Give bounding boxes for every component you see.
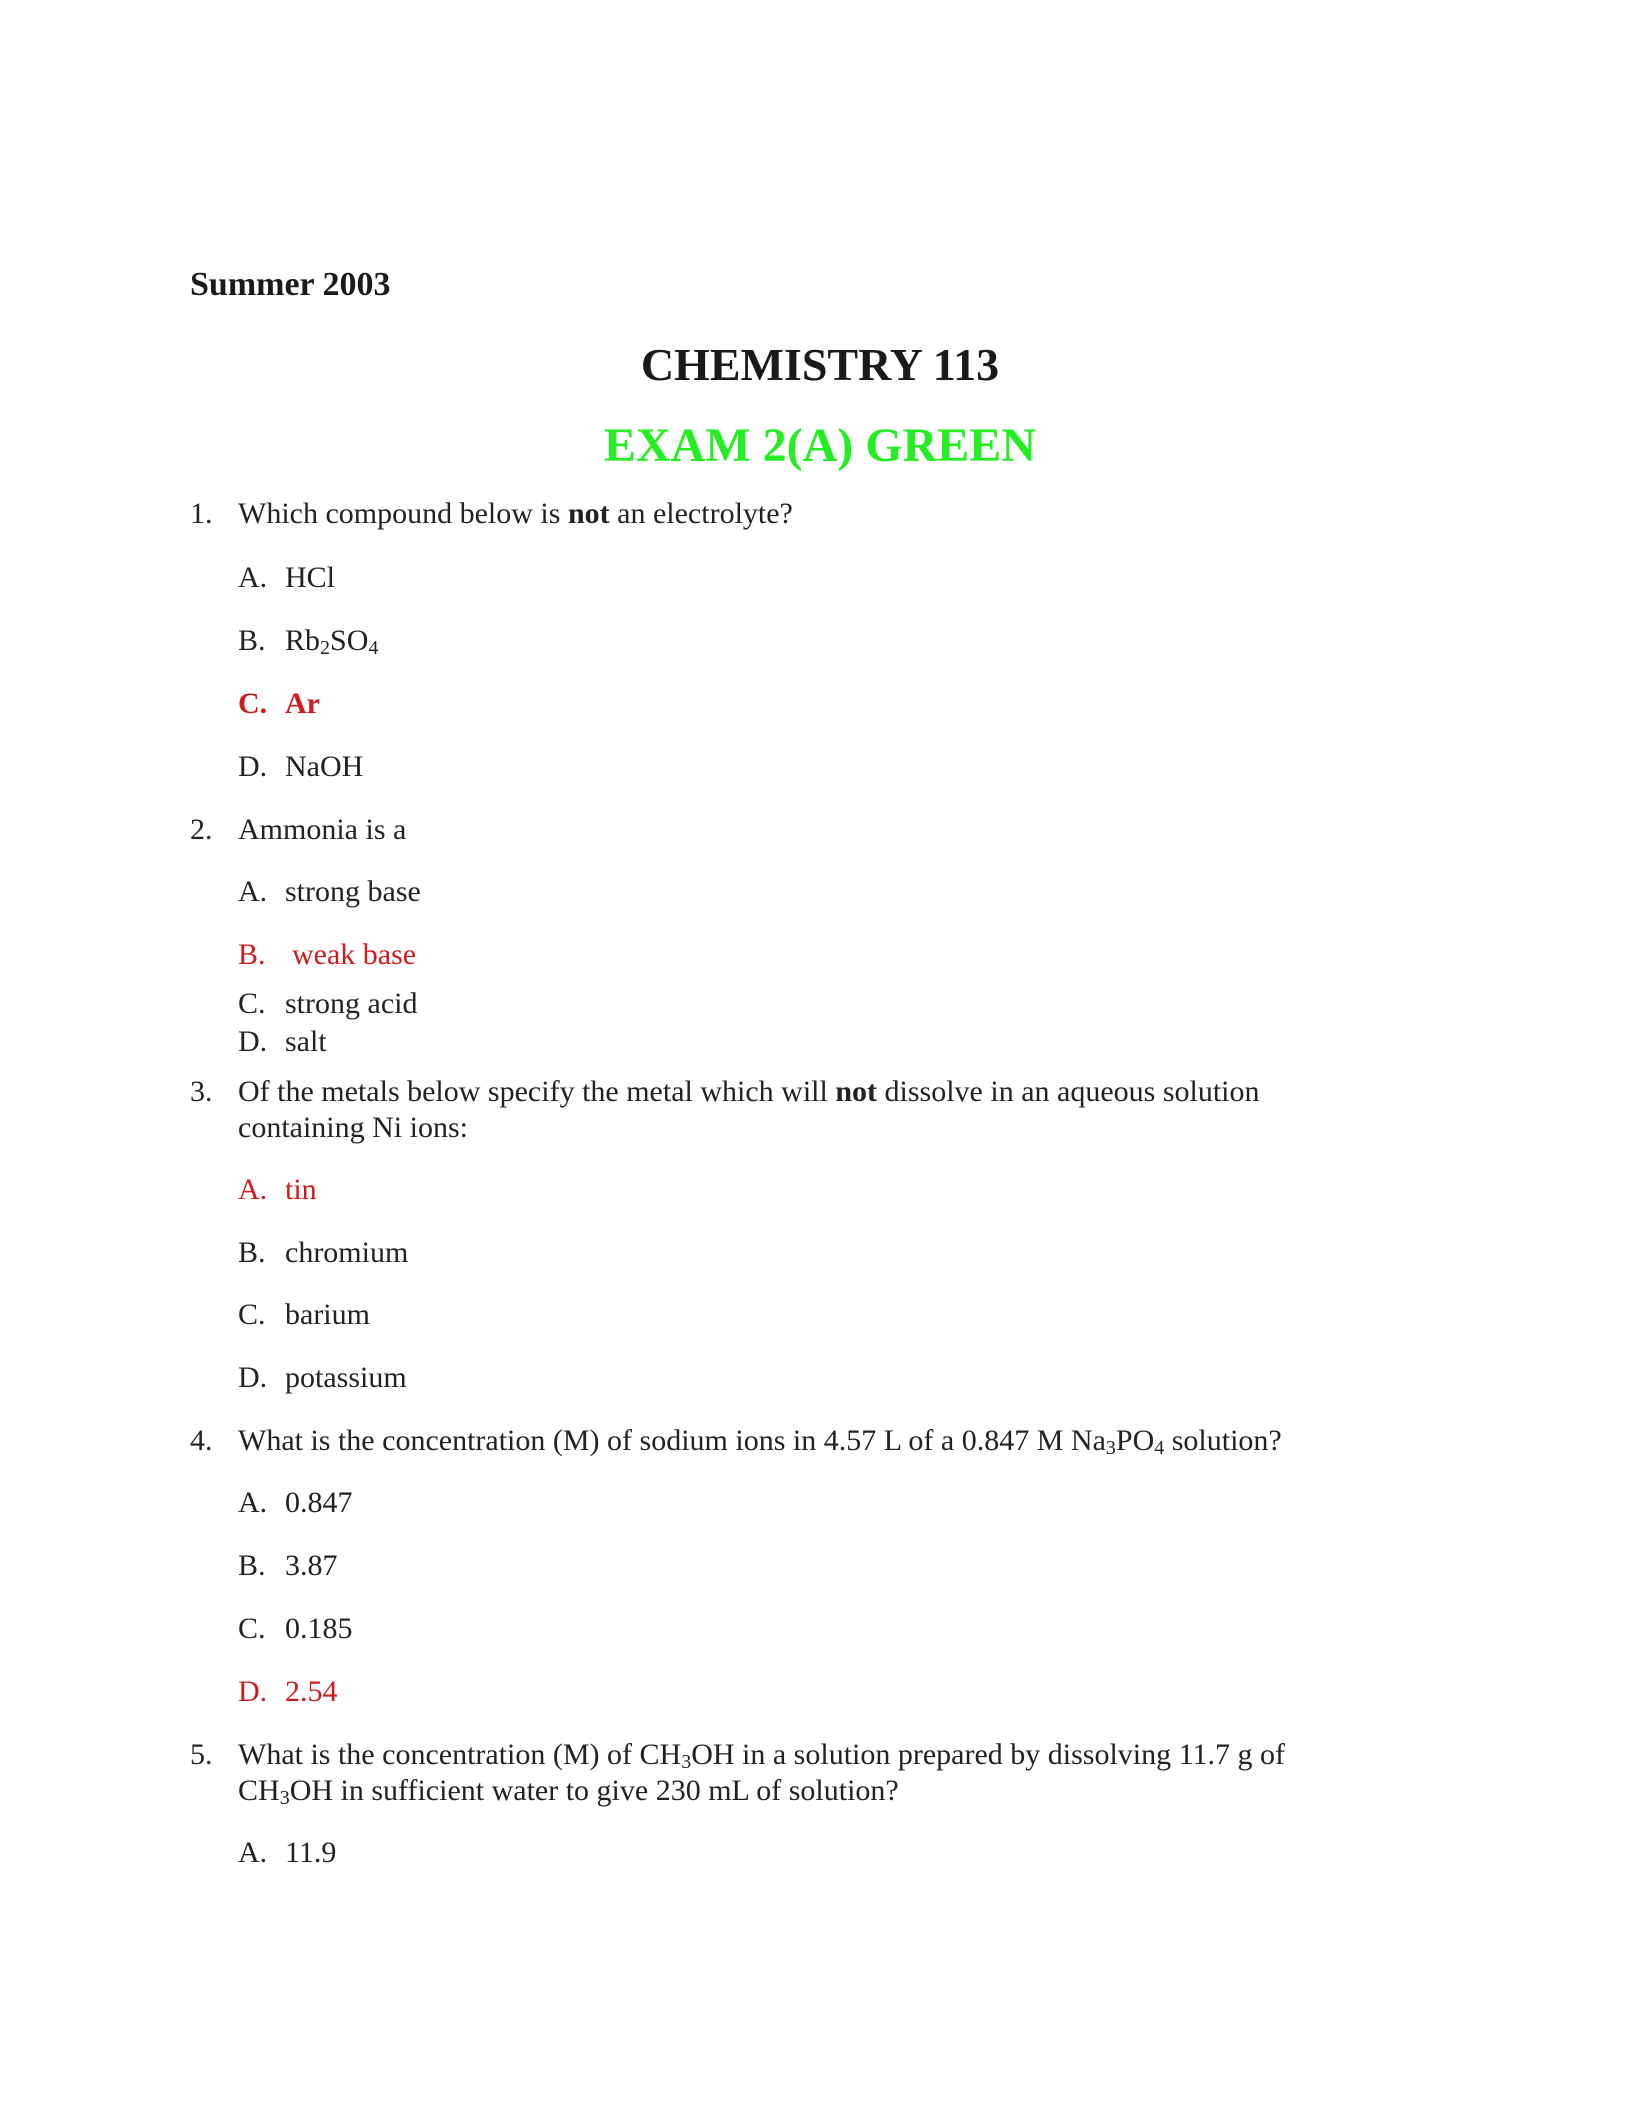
q1-option-b-text bbox=[285, 623, 378, 659]
q1-option-d-letter: D. bbox=[238, 750, 268, 783]
q5-option-a-letter: A. bbox=[238, 1836, 268, 1869]
formula-subscript: 3 bbox=[681, 1751, 692, 1773]
q1-option-a-text: HCl bbox=[285, 561, 336, 594]
course-title-text: CHEMISTRY 113 bbox=[640, 339, 1000, 390]
question-5-text-a: What is the concentration (M) of CH bbox=[238, 1738, 682, 1771]
q4-option-b-text: 3.87 bbox=[285, 1549, 338, 1582]
question-3-number: 3. bbox=[190, 1075, 213, 1108]
q3-option-b-text: chromium bbox=[285, 1236, 409, 1269]
q3-option-c-text: barium bbox=[285, 1298, 370, 1331]
question-1-text-a: Which compound below is bbox=[238, 497, 568, 530]
question-1-emphasis: not bbox=[567, 497, 610, 530]
q2-option-d-letter: D. bbox=[238, 1025, 268, 1058]
q4-option-b-letter: B. bbox=[238, 1549, 266, 1582]
q4-option-c-letter: C. bbox=[238, 1612, 266, 1645]
question-3-text-b: dissolve in an aqueous solution bbox=[877, 1075, 1260, 1108]
question-4-number: 4. bbox=[190, 1424, 213, 1457]
formula-subscript: 4 bbox=[1154, 1437, 1165, 1459]
question-5-text-d: OH in sufficient water to give 230 mL of solution? bbox=[289, 1774, 899, 1807]
q4-option-c-text: 0.185 bbox=[285, 1612, 353, 1645]
q2-option-b-letter: B. bbox=[238, 938, 266, 971]
exam-title bbox=[0, 418, 1640, 473]
q3-option-d-letter: D. bbox=[238, 1361, 268, 1394]
q1-option-d-text: NaOH bbox=[285, 750, 364, 783]
question-5-number: 5. bbox=[190, 1738, 213, 1771]
question-2-text: Ammonia is a bbox=[238, 813, 407, 846]
formula-part: Rb bbox=[285, 624, 321, 657]
q2-option-c-letter: C. bbox=[238, 987, 266, 1020]
q3-option-b-letter: B. bbox=[238, 1236, 266, 1269]
question-4-text bbox=[238, 1423, 1282, 1459]
question-4-text-b: solution? bbox=[1164, 1424, 1282, 1457]
formula-subscript: 3 bbox=[279, 1787, 290, 1809]
q3-option-a-letter: A. bbox=[238, 1173, 268, 1206]
question-3-text-line1 bbox=[238, 1074, 1260, 1110]
q4-option-a-text: 0.847 bbox=[285, 1486, 353, 1519]
q1-option-b-letter: B. bbox=[238, 624, 266, 657]
q2-option-c-text: strong acid bbox=[285, 987, 418, 1020]
question-5-text-line1 bbox=[238, 1737, 1285, 1773]
q3-option-a-text: tin bbox=[285, 1173, 317, 1206]
question-1-text bbox=[238, 496, 793, 532]
question-2-number: 2. bbox=[190, 813, 213, 846]
course-title bbox=[0, 338, 1640, 391]
q5-option-a-text: 11.9 bbox=[285, 1836, 337, 1869]
q1-option-c-text: Ar bbox=[285, 687, 320, 720]
question-5-text-c: CH bbox=[238, 1774, 280, 1807]
q3-option-d-text: potassium bbox=[285, 1361, 407, 1394]
semester-label: Summer 2003 bbox=[190, 266, 391, 303]
question-1-number: 1. bbox=[190, 497, 213, 530]
question-3-emphasis: not bbox=[835, 1075, 878, 1108]
formula-subscript: 4 bbox=[368, 637, 379, 659]
exam-title-text: EXAM 2(A) GREEN bbox=[604, 419, 1036, 472]
q2-option-d-text: salt bbox=[285, 1025, 327, 1058]
formula-part: SO bbox=[330, 624, 369, 657]
formula-part: PO bbox=[1115, 1424, 1155, 1457]
question-3-text-a: Of the metals below specify the metal which will bbox=[238, 1075, 836, 1108]
question-1-text-b: an electrolyte? bbox=[609, 497, 793, 530]
q1-option-c-letter: C. bbox=[238, 687, 268, 720]
question-5-text-line2 bbox=[238, 1773, 899, 1809]
q4-option-a-letter: A. bbox=[238, 1486, 268, 1519]
formula-subscript: 3 bbox=[1105, 1437, 1116, 1459]
q2-option-a-letter: A. bbox=[238, 875, 268, 908]
question-3-text-line2: containing Ni ions: bbox=[238, 1111, 468, 1144]
question-5-text-b: OH in a solution prepared by dissolving 11.7 g of bbox=[691, 1738, 1286, 1771]
q2-option-b-text: weak base bbox=[292, 938, 417, 971]
q1-option-a-letter: A. bbox=[238, 561, 268, 594]
q2-option-a-text: strong base bbox=[285, 875, 421, 908]
q4-option-d-text: 2.54 bbox=[285, 1675, 338, 1708]
question-4-text-a: What is the concentration (M) of sodium ions in 4.57 L of a 0.847 M Na bbox=[238, 1424, 1106, 1457]
q3-option-c-letter: C. bbox=[238, 1298, 266, 1331]
q4-option-d-letter: D. bbox=[238, 1675, 268, 1708]
formula-subscript: 2 bbox=[320, 637, 331, 659]
